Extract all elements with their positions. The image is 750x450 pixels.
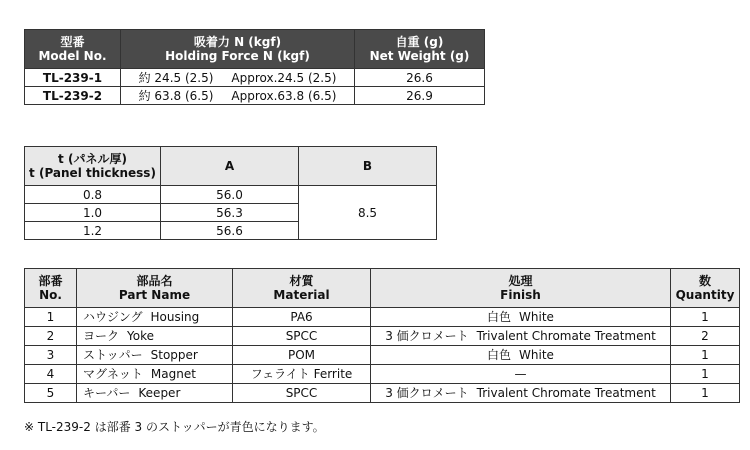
- dimension-header-row: [25, 147, 437, 186]
- part-no-header-en: No.: [39, 288, 62, 302]
- material-cell: SPCC: [233, 327, 371, 346]
- dimension-a-cell: 56.0: [161, 186, 299, 204]
- material-cell: POM: [233, 346, 371, 365]
- part-name-en: Housing: [150, 310, 200, 324]
- part-name-en: Yoke: [127, 329, 154, 343]
- material-header-en: Material: [273, 288, 330, 302]
- force-jp: 約 63.8 (6.5): [138, 88, 214, 103]
- material-header-jp: 材質: [289, 274, 314, 288]
- table-row: [25, 327, 740, 346]
- force-en: Approx.63.8 (6.5): [231, 88, 337, 103]
- table-row: [25, 365, 740, 384]
- part-name-header-jp: 部品名: [136, 274, 173, 288]
- spec-table: [24, 29, 485, 105]
- dimension-b-header: B: [299, 147, 437, 186]
- part-name-jp: ヨーク: [83, 329, 120, 343]
- holding-force-header-jp: 吸着力 N (kgf): [193, 35, 282, 49]
- part-name-cell: [77, 365, 233, 384]
- net-weight-header-jp: 自重 (g): [395, 35, 444, 49]
- material-cell: フェライト Ferrite: [233, 365, 371, 384]
- finish-cell: [371, 346, 671, 365]
- quantity-header-jp: 数: [698, 274, 711, 288]
- part-name-jp: ハウジング: [83, 310, 143, 324]
- finish-cell: [371, 365, 671, 384]
- part-no-cell: 2: [25, 327, 77, 346]
- table-row: [25, 384, 740, 403]
- finish-header-en: Finish: [500, 288, 541, 302]
- part-no-cell: 4: [25, 365, 77, 384]
- model-no-cell: TL-239-1: [25, 69, 121, 87]
- parts-header-row: [25, 269, 740, 308]
- panel-thickness-cell: 0.8: [25, 186, 161, 204]
- holding-force-cell: [121, 87, 355, 105]
- part-name-cell: [77, 346, 233, 365]
- part-name-jp: マグネット: [83, 367, 143, 381]
- finish-jp: 白色: [487, 348, 512, 362]
- net-weight-cell: 26.6: [355, 69, 485, 87]
- quantity-cell: 2: [671, 327, 740, 346]
- model-no-header-jp: 型番: [60, 35, 85, 49]
- net-weight-cell: 26.9: [355, 87, 485, 105]
- spec-header-row: [25, 30, 485, 69]
- finish-en: Trivalent Chromate Treatment: [476, 386, 656, 400]
- dimension-a-header: A: [161, 147, 299, 186]
- part-no-cell: 3: [25, 346, 77, 365]
- part-name-en: Keeper: [138, 386, 181, 400]
- panel-thickness-header-en: t (Panel thickness): [29, 166, 156, 180]
- dimension-a-cell: 56.6: [161, 222, 299, 240]
- finish-cell: [371, 308, 671, 327]
- table-row: [25, 308, 740, 327]
- table-row: [25, 69, 485, 87]
- finish-en: White: [519, 310, 554, 324]
- part-no-header: [25, 269, 77, 308]
- part-name-header-en: Part Name: [118, 288, 191, 302]
- material-cell: PA6: [233, 308, 371, 327]
- panel-thickness-header: [25, 147, 161, 186]
- finish-header: [371, 269, 671, 308]
- part-name-cell: [77, 384, 233, 403]
- table-row: [25, 186, 437, 204]
- quantity-header: [671, 269, 740, 308]
- net-weight-header: [355, 30, 485, 69]
- quantity-cell: 1: [671, 346, 740, 365]
- quantity-cell: 1: [671, 365, 740, 384]
- part-no-header-jp: 部番: [38, 274, 63, 288]
- parts-table: [24, 268, 740, 403]
- quantity-cell: 1: [671, 308, 740, 327]
- panel-thickness-cell: 1.0: [25, 204, 161, 222]
- material-cell: SPCC: [233, 384, 371, 403]
- part-name-cell: [77, 308, 233, 327]
- part-no-cell: 1: [25, 308, 77, 327]
- finish-jp: 白色: [487, 310, 512, 324]
- quantity-cell: 1: [671, 384, 740, 403]
- finish-en: Trivalent Chromate Treatment: [476, 329, 656, 343]
- force-en: Approx.24.5 (2.5): [231, 70, 337, 85]
- part-no-cell: 5: [25, 384, 77, 403]
- panel-thickness-header-jp: t (パネル厚): [58, 152, 127, 166]
- finish-header-jp: 処理: [508, 274, 533, 288]
- part-name-cell: [77, 327, 233, 346]
- quantity-header-en: Quantity: [675, 288, 735, 302]
- holding-force-header: [121, 30, 355, 69]
- part-name-en: Stopper: [150, 348, 198, 362]
- panel-thickness-cell: 1.2: [25, 222, 161, 240]
- table-row: [25, 87, 485, 105]
- finish-jp: 3 価クロメート: [385, 386, 469, 400]
- table-row: [25, 346, 740, 365]
- dimension-table: [24, 146, 437, 240]
- finish-en: White: [519, 348, 554, 362]
- net-weight-header-en: Net Weight (g): [369, 49, 470, 63]
- model-no-cell: TL-239-2: [25, 87, 121, 105]
- finish-jp: 3 価クロメート: [385, 329, 469, 343]
- model-no-header-en: Model No.: [38, 49, 107, 63]
- finish-jp: —: [514, 367, 527, 381]
- finish-cell: [371, 384, 671, 403]
- part-name-header: [77, 269, 233, 308]
- dimension-a-cell: 56.3: [161, 204, 299, 222]
- part-name-jp: キーパー: [83, 386, 131, 400]
- finish-cell: [371, 327, 671, 346]
- force-jp: 約 24.5 (2.5): [138, 70, 214, 85]
- footnote: ※ TL-239-2 は部番 3 のストッパーが青色になります。: [24, 420, 325, 434]
- part-name-en: Magnet: [150, 367, 196, 381]
- part-name-jp: ストッパー: [83, 348, 143, 362]
- holding-force-header-en: Holding Force N (kgf): [165, 49, 310, 63]
- dimension-b-cell: 8.5: [299, 186, 437, 240]
- model-no-header: [25, 30, 121, 69]
- material-header: [233, 269, 371, 308]
- holding-force-cell: [121, 69, 355, 87]
